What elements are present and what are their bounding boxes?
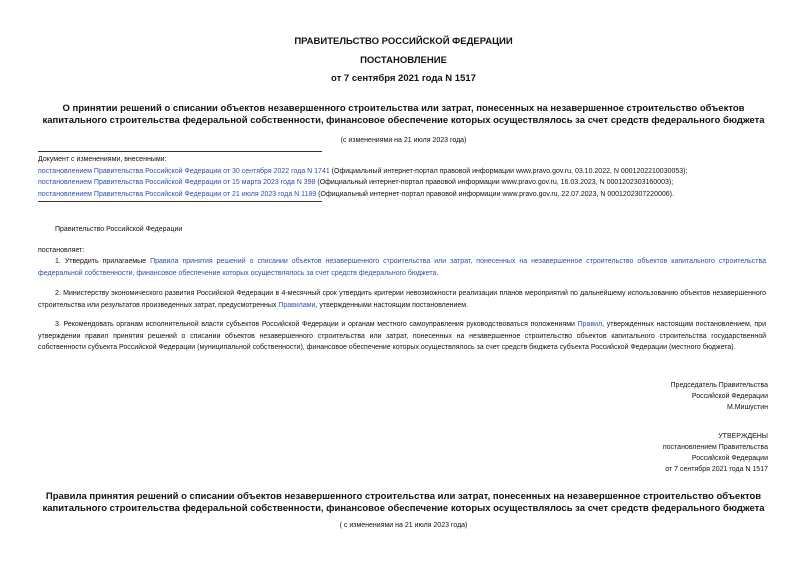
- signature-block: [671, 380, 768, 413]
- rules-title: Правила принятия решений о списании объектов незавершенного строительства или затрат, понесенных на незавершенное строительство объектов капитального строительства федеральной собственности, финансовое обеспечение которых осуществлялось за счет средств федерального бюджета: [42, 491, 765, 514]
- paragraph-1: [38, 256, 766, 279]
- document-title: О принятии решений о списании объектов незавершенного строительства или затрат, понесенных на незавершенное строительство объектов капитального строительства федеральной собственности, финансовое обеспечение которых осуществлялось за счет средств федерального бюджета: [42, 103, 765, 126]
- approval-line: Российской Федерации: [691, 455, 768, 462]
- approval-line: от 7 сентября 2021 года N 1517: [665, 466, 768, 473]
- government-heading: ПРАВИТЕЛЬСТВО РОССИЙСКОЙ ФЕДЕРАЦИИ: [294, 36, 513, 47]
- paragraph-3: [38, 319, 766, 354]
- paragraph-2-end: , утвержденными настоящим постановлением.: [315, 301, 469, 309]
- amendment-link[interactable]: постановлением Правительства Российской Федерации от 15 марта 2023 года N 398: [38, 179, 316, 186]
- revision-note: (с изменениями на 21 июля 2023 года): [340, 137, 467, 144]
- paragraph-1-text: 1. Утвердить прилагаемые: [55, 258, 151, 265]
- paragraph-3-text: 3. Рекомендовать органам исполнительной власти субъектов Российской Федерации и органам местного самоуправления руководствоваться положениями: [55, 321, 578, 328]
- paragraph-3-end: , утвержденных настоящим постановлением, при утверждении правил принятия решений о списании объектов незавершенного строительства или затрат, понесенных на незавершенное строительство объектов капитального строительства государственной собственности субъекта Российской Федерации (муниципальной собственности), финансовое обеспечение которых осуществлялось за счет средств бюджета субъекта Российской Федерации (местного бюджета).: [38, 321, 766, 351]
- document-type: ПОСТАНОВЛЕНИЕ: [360, 55, 447, 66]
- paragraph-1-end: .: [436, 269, 439, 277]
- approval-heading: УТВЕРЖДЕНЫ: [718, 433, 768, 440]
- signature-name: М.Мишустин: [726, 404, 768, 411]
- amendment-link[interactable]: постановлением Правительства Российской Федерации от 30 сентября 2022 года N 1741: [38, 167, 330, 175]
- amendment-item: [38, 166, 778, 178]
- decrees-label: постановляет:: [38, 247, 85, 254]
- rules-link[interactable]: Правила принятия решений о списании объектов незавершенного строительства или затрат, понесенных на незавершенное строительство объектов капитального строительства федеральной собственности, финансовое обеспечение которых осуществлялось за счет средств федерального бюджета: [38, 258, 767, 277]
- rules-revision-note: ( с изменениями на 21 июля 2023 года): [339, 522, 468, 529]
- amendment-item: [38, 177, 778, 189]
- document-date-number: от 7 сентября 2021 года N 1517: [331, 73, 476, 84]
- amendment-item: [38, 189, 778, 201]
- rules-link[interactable]: Правилами: [278, 301, 316, 309]
- amendment-source: (Официальный интернет-портал правовой информации www.pravo.gov.ru, 16.03.2023, N 0001202303160003);: [315, 179, 674, 186]
- amendment-source: (Официальный интернет-портал правовой информации www.pravo.gov.ru, 03.10.2022, N 0001202210030053);: [329, 167, 688, 175]
- divider-top: [38, 151, 322, 152]
- paragraph-2-text: 2. Министерству экономического развития Российской Федерации в 4-месячный срок утвердить критерии невозможности реализации планов мероприятий по дальнейшему использованию объектов незавершенного строительства или результатов произведенных затрат, предусмотренных: [38, 290, 766, 309]
- rules-link[interactable]: Правил: [577, 321, 603, 328]
- amendments-list: [38, 154, 778, 200]
- divider-bottom: [38, 201, 322, 202]
- signature-position: Председатель Правительства: [670, 382, 768, 389]
- amendment-link[interactable]: постановлением Правительства Российской Федерации от 21 июля 2023 года N 1189: [38, 190, 317, 198]
- amendments-intro: Документ с изменениями, внесенными:: [38, 156, 167, 163]
- signature-organization: Российской Федерации: [691, 393, 768, 400]
- approval-line: постановлением Правительства: [662, 444, 768, 451]
- paragraph-2: [38, 288, 766, 311]
- body-intro: Правительство Российской Федерации: [55, 226, 183, 233]
- approval-block: [663, 431, 768, 475]
- amendment-source: (Официальный интернет-портал правовой информации www.pravo.gov.ru, 22.07.2023, N 0001202307220006).: [316, 190, 674, 198]
